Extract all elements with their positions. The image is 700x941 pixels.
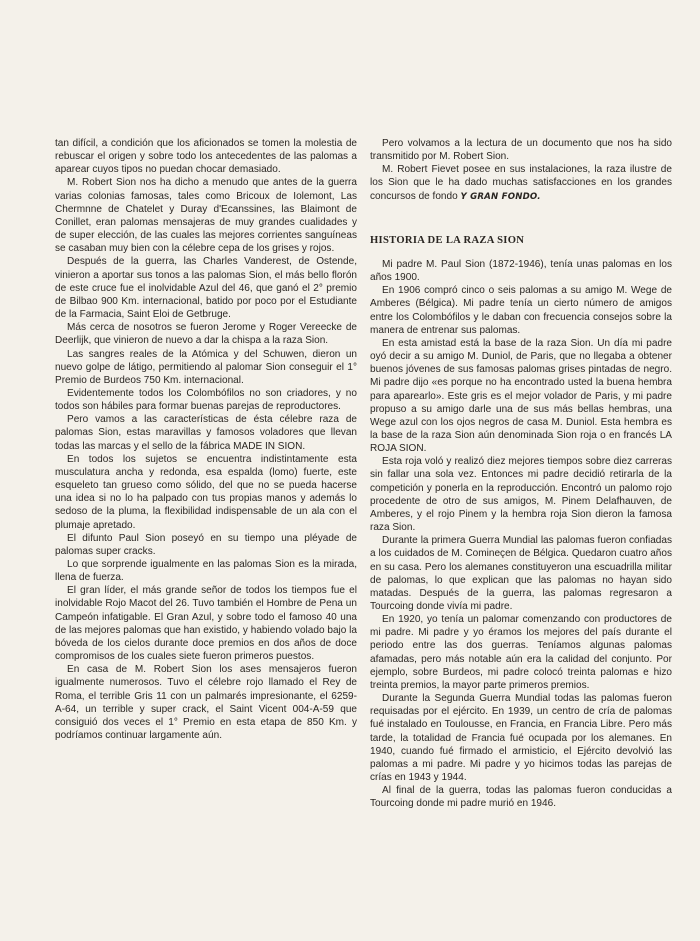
paragraph: Más cerca de nosotros se fueron Jerome y Roger Vereecke de Deerlijk, que vinieron de nuevo a dar la chispa a la raza Sion. [55,322,357,347]
paragraph: Mi padre M. Paul Sion (1872-1946), tenía unas palomas en los años 1900. [370,258,672,284]
left-text-column [55,137,357,742]
paragraph: El difunto Paul Sion poseyó en su tiempo una pléyade de palomas super cracks. [55,532,357,557]
handwritten-note: Y GRAN FONDO. [460,191,541,202]
paragraph: Esta roja voló y realizó diez mejores tiempos sobre diez carreras sin fallar una sola vez. Entonces mi padre decidió retirarla de la competición y ponerla en la reproducción. Encontró un palomo rojo procedente de otro de sus amigos, M. Pinem Delafhauven, de Amberes, y el rojo Pinem y la hembra roja Sion dieron la famosa raza Sion. [370,456,672,534]
paragraph-with-handwritten-note [370,163,672,203]
paragraph: En todos los sujetos se encuentra indistintamente esta musculatura ancha y redonda, esa espalda (lomo) fuerte, este esqueleto tan grueso como sólido, del que no se pueda hacerse una idea si no lo ha palpado con tus propias manos y además lo sedoso de la pluma, la flexibilidad indispensable de un ala con el plumaje apretado. [55,453,357,531]
right-text-column [370,137,672,811]
paragraph: M. Robert Sion nos ha dicho a menudo que antes de la guerra varias colonias famosas, tales como Bricoux de Iolemont, Las Chermnne de Chatelet y Duray d'Ecanssines, las Blaimont de Conillet, eran palomas mensajeras de muy grandes cualidades y de super elección, de las cuales las mejores corrientes sanguíneas se casaban muy bien con la célebre cepa de los grises y rojos. [55,177,357,255]
paragraph: En casa de M. Robert Sion los ases mensajeros fueron igualmente numerosos. Tuvo el célebre rojo llamado el Rey de Roma, el terrible Gris 11 con un palmarés impresionante, el 6259-A-64, un terrible y super crack, el Saint Vicent 004-A-59 que consiguió dos veces el 1° Premio en esta etapa de 850 Km. y podríamos continuar largamente aún. [55,664,357,742]
paragraph: En 1920, yo tenía un palomar comenzando con productores de mi padre. Mi padre y yo éramos los mejores del país durante el periodo entre las dos guerras. Teníamos algunas palomas afamadas, pero más notable aún era la calidad del conjunto. Por ejemplo, sobre Burdeos, mi padre colocó treinta palomas e hizo treinta premios, la mayor parte primeros premios. [370,614,672,691]
paragraph: Evidentemente todos los Colombófilos no son criadores, y no todos son hábiles para formar buenas parejas de reproductores. [55,387,357,413]
paragraph: Durante la Segunda Guerra Mundial todas las palomas fueron requisadas por el ejército. En 1939, un centro de cría de palomas fué instalado en Toulousse, en Francia, en Francia Libre. Pero más tarde, la totalidad de Francia fué ocupada por los alemanes. En 1940, cuando fué firmado el armisticio, el Ejército devolvió las palomas a mi padre. Mi padre y yo hicimos todas las parejas de crías en 1943 y 1944. [370,693,672,784]
paragraph-text: M. Robert Fievet posee en sus instalaciones, la raza ilustre de los Sion que le ha dado muchas satisfacciones en los grandes concursos de fondo [370,164,672,202]
paragraph: En esta amistad está la base de la raza Sion. Un día mi padre oyó decir a su amigo M. Duniol, de Paris, que no llegaba a obtener buenos jóvenes de sus famosas palomas grises pintadas de negro. Mi padre dijo «es porque no ha encontrado usted la buena hembra para aparearlo». Este gris es el mejor volador de Paris, y mi padre propuso a su amigo darle una de sus más bellas hembras, una Wege azul con los ojos negros de casa M. Duniol. Esta hembra es la base de la raza Sion aún denominada Sion roja o en francés LA ROJA SION. [370,337,672,455]
paragraph: Pero volvamos a la lectura de un documento que nos ha sido transmitido por M. Robert Sion. [370,138,672,163]
paragraph: En 1906 compró cinco o seis palomas a su amigo M. Wege de Amberes (Bélgica). Mi padre tenía un cierto número de amigos entre los Colombófilos y le daban con frecuencia consejos sobre la manera de entrenar sus palomas. [370,285,672,336]
paragraph: Al final de la guerra, todas las palomas fueron conducidas a Tourcoing donde mi padre murió en 1946. [370,785,672,810]
paragraph: Durante la primera Guerra Mundial las palomas fueron confiadas a los cuidados de M. Comineçen de Bélgica. Quedaron cuatro años en su casa. Pero los alemanes constituyeron una escuadrilla militar de palomas, lo que explican que las palomas no hayan sido matadas. Después de la guerra, las palomas regresaron a Tourcoing donde vivía mi padre. [370,535,672,612]
paragraph: Lo que sorprende igualmente en las palomas Sion es la mirada, llena de fuerza. [55,559,357,584]
paragraph: Pero vamos a las características de ésta célebre raza de palomas Sion, estas maravillas y famosos voladores que llevan todas las marcas y el sello de la fábrica MADE IN SION. [55,414,357,452]
paragraph: Las sangres reales de la Atómica y del Schuwen, dieron un nuevo golpe de látigo, permitiendo al palomar Sion conseguir el 1° Premio de Burdeos 750 Km. internacional. [55,348,357,386]
paragraph: El gran líder, el más grande señor de todos los tiempos fue el inolvidable Rojo Macot del 26. Tuvo también el Hombre de Pena un Campeón infatigable. El Gran Azul, y sobre todo el famoso 40 una de las mejores palomas que han existido, y habiendo volado bajo la bóveda de los cielos durante doce premios en dos años de doce compromisos de los cuales siete fueron primeros puestos. [55,585,357,663]
section-heading: HISTORIA DE LA RAZA SION [370,234,525,246]
paragraph: tan difícil, a condición que los aficionados se tomen la molestia de rebuscar el origen y sobre todo los antecedentes de las palomas a aparear cuyos tipos no puedan chocar demasiado. [55,138,357,176]
paragraph: Después de la guerra, las Charles Vanderest, de Ostende, vinieron a aportar sus tonos a las palomas Sion, el más bello florón de este cruce fue el inolvidable Azul del 46, que ganó el 2° premio de Bilbao 900 Km. internacional, batido por poco por el Estudiante de la Farmacia, Saint Eloi de Getbruge. [55,256,357,321]
